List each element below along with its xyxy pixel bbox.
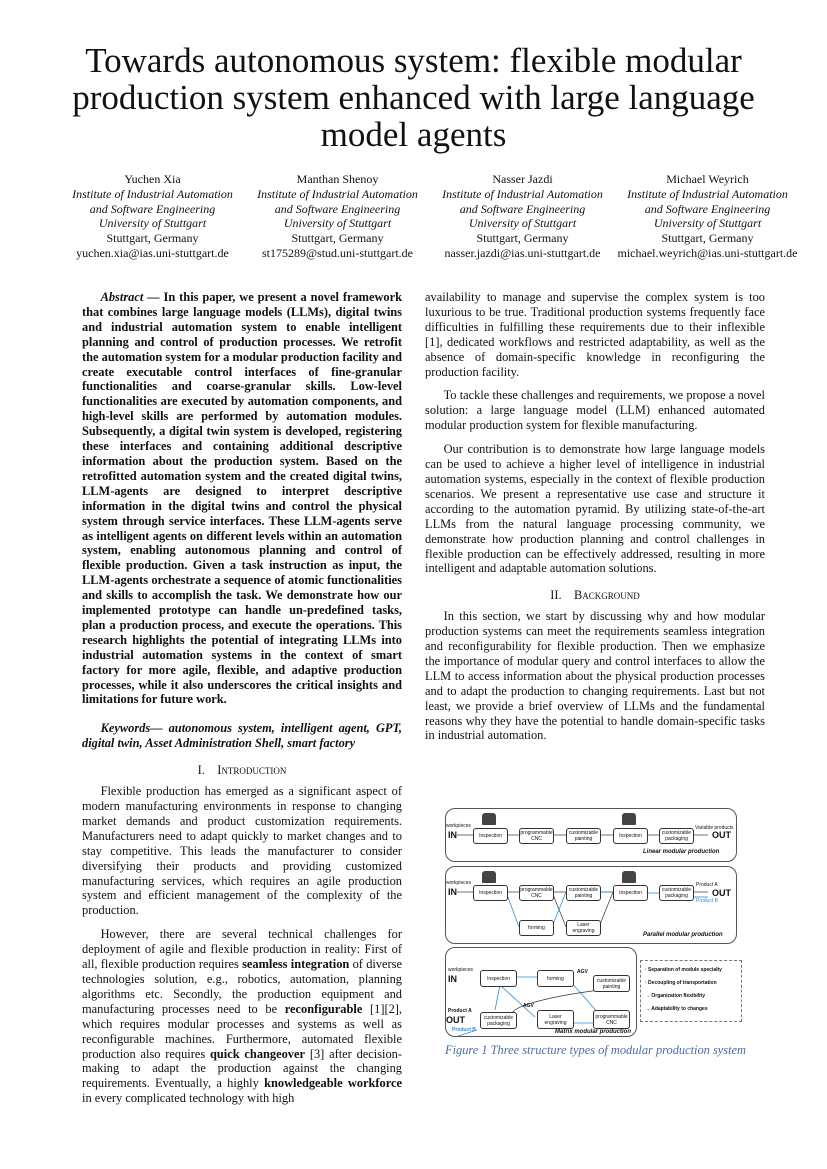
parallel-label: Parallel modular production [643,932,723,938]
keywords [82,721,402,751]
linear-label: Linear modular production [643,849,720,855]
laser-box: Laser engraving [566,920,601,936]
inspection-box: Inspection [613,885,648,901]
note: → Organization flexibility [645,993,706,999]
figure-caption: Figure 1 Three structure types of modular production system [445,1043,747,1057]
affiliation: University of Stuttgart [653,216,762,231]
section-title: Background [573,588,640,603]
affiliation: University of Stuttgart [468,216,577,231]
paragraph: Flexible production has emerged as a significant aspect of modern manufacturing environments in response to changing market demands and product customization requirements. Manufacturers need to adapt quickly to market changes and to stay competitive. This leads the manufacturer to consider diversifying their products and providing customized manufacturing services, which requires an agile production system and efficient management of the complexity of the production. [82,784,402,918]
affiliation: and Software Engineering [89,201,216,216]
inspection-box: Inspection [613,828,648,844]
cnc-box: programmable CNC [520,830,553,842]
affiliation: University of Stuttgart [283,216,392,231]
location: Stuttgart, Germany [106,231,199,246]
forming-box: forming [519,920,554,936]
cnc-box: programmable CNC [593,1010,630,1029]
affiliation: Institute of Industrial Automation [627,186,788,201]
paragraph: To tackle these challenges and requirements, we propose a novel solution: a large language model (LLM) enhanced automated modular production system for flexible manufacturing. [425,388,765,433]
author [615,172,800,261]
text: [1][2], which requires modular processes and systems as well as reconfigurable machines. Furthermore, automated flexible production also requires [82,1001,402,1061]
affiliation: Institute of Industrial Automation [72,186,233,201]
author-list [60,172,800,261]
section-heading [82,763,402,778]
left-column [82,290,402,1115]
inspection-box: Inspection [473,828,508,844]
section-heading [425,588,765,603]
in-label: IN [448,887,457,897]
author-name: Yuchen Xia [124,172,181,186]
section-number: I. [197,763,205,778]
paragraph: Our contribution is to demonstrate how large language models can be used to achieve a higher level of intelligence in industrial automation systems, especially in the context of flexible production scenarios. We present a representative use case and structure it according to the automation pyramid. By utilizing state-of-the-art LLMs from the natural language processing community, we demonstrate how production planning and control challenges in flexible production can be effectively addressed, resulting in more intelligent and adaptable automation solutions. [425,442,765,576]
emphasis: knowledgeable workforce [264,1076,402,1091]
agv-label: AGV [523,1003,534,1009]
out-label: OUT [446,1015,465,1025]
product-b-label: Product B [452,1027,476,1033]
affiliation: Institute of Industrial Automation [442,186,603,201]
emphasis: reconfigurable [284,1001,363,1016]
right-column [425,290,765,752]
affiliation: University of Stuttgart [98,216,207,231]
matrix-label: Matrix modular production [555,1029,632,1035]
inspection-box: Inspection [480,970,517,987]
keywords-label: Keywords— [100,721,163,736]
author-name: Nasser Jazdi [492,172,553,186]
email: nasser.jazdi@ias.uni-stuttgart.de [444,245,601,260]
workpieces-label: workpieces [446,823,472,829]
out-label: OUT [712,888,731,898]
paragraph [82,927,402,1106]
email: michael.weyrich@ias.uni-stuttgart.de [617,245,798,260]
abstract-label: Abstract — [100,290,160,304]
product-a-label: Product A [448,1008,472,1014]
location: Stuttgart, Germany [291,231,384,246]
agv-label: AGV [577,969,588,975]
abstract-text: In this paper, we present a novel framework that combines large language models (LLMs), digital twins and industrial automation system to enable intelligent planning and control of production processes. We retrofit the automation system for a modular production facility and create executable control interfaces of fine-granular functionalities and coarse-granular skills. Low-level functionalities are executed by automation components, and high-level skills are performed by automation modules. Subsequently, a digital twin system is developed, registering these interfaces and containing additional descriptive information about the production system. Based on the retrofitted automation system and the created digital twins, LLM-agents are designed to interpret descriptive information in the digital twins and control the physical system through service interfaces. These LLM-agents serve as intelligent agents on different levels within an automation system, enabling autonomous planning and control of flexible production. Given a task instruction as input, the LLM-agents orchestrate a sequence of atomic functionalities and skills to accomplish the task. We demonstrate how our implemented prototype can handle un-predefined tasks, plan a production process, and execute the operations. This research highlights the potential of integrating LLMs into industrial automation systems in the context of smart factory for more agile, flexible, and adaptive production processes, while it also underscores the critical insights and limitations for future work. [82,290,403,707]
text: [3] after decision-making to adapt the production against the changing requirements. Eventually, a highly [82,1046,403,1091]
laser-box: Laser engraving [537,1010,574,1029]
affiliation: and Software Engineering [274,201,401,216]
in-label: IN [448,830,457,840]
paragraph: availability to manage and supervise the complex system is too luxurious to be true. Traditional production systems frequently face difficulties in fulfilling these requirements due to their inflexible [1], dedicated workflows and restricted adaptability, as well as the absence of domain-specific knowledge in reconfiguring the production facility. [425,290,765,379]
notes-box [640,960,742,1022]
robot-icon [482,871,496,883]
note: · Separation of module specialty [645,967,722,973]
author [245,172,430,261]
robot-icon [482,813,496,825]
location: Stuttgart, Germany [661,231,754,246]
abstract [82,290,402,707]
emphasis: seamless integration [242,957,350,972]
painting-box: customizable painting [593,975,630,992]
text: in every complicated technology with high [82,1091,295,1106]
workpieces-label: workpieces [448,967,474,973]
section-number: II. [550,588,562,603]
packaging-box: customizable packaging [480,1012,517,1029]
robot-icon [622,813,636,825]
emphasis: quick changeover [210,1046,305,1061]
section-title: Introduction [217,763,287,778]
packaging-box: customizable packaging [659,828,694,844]
painting-box: customizable painting [566,828,601,844]
note: → Adaptability to changes [645,1006,708,1012]
note: · Decoupling of transportation [645,980,717,986]
affiliation: and Software Engineering [644,201,771,216]
author [430,172,615,261]
affiliation: and Software Engineering [459,201,586,216]
email: yuchen.xia@ias.uni-stuttgart.de [76,245,229,260]
paragraph: In this section, we start by discussing why and how modular production systems can meet the requirements seamless integration and reconfigurability for flexible production. Then we emphasize the importance of modular query and control interfaces to allow the LLM to access information about the physical production processes and to adapt the production to changing requirements. Last but not least, we provide a brief overview of LLMs and the fundamental reasons why they have the potential to handle domain-specific tasks in industrial automation. [425,609,765,743]
painting-box: customizable painting [566,885,601,901]
location: Stuttgart, Germany [476,231,569,246]
cnc-box: programmable CNC [520,887,553,899]
out-label: OUT [712,830,731,840]
inspection-box: Inspection [473,885,508,901]
text: of diverse technologies solution, e.g., robotics, automation, planning algorithms etc. Secondly, the production equipment and manufacturing processes need to be [82,957,402,1016]
product-a-label: Product A [696,882,718,888]
affiliation: Institute of Industrial Automation [257,186,418,201]
packaging-box: customizable packaging [659,885,694,901]
forming-box: forming [537,970,574,987]
author-name: Manthan Shenoy [296,172,379,186]
keywords-text: autonomous system, intelligent agent, GPT, digital twin, Asset Administration Shell, smart factory [82,721,402,751]
paper-title: Towards autonomous system: flexible modular production system enhanced with large language model agents [72,41,755,154]
email: st175289@stud.uni-stuttgart.de [261,245,414,260]
author-name: Michael Weyrich [666,172,749,186]
variable-products-label: Variable products [695,825,734,831]
author [60,172,245,261]
text: However, there are several technical challenges for deployment of agile and flexible production in reality: First of all, flexible production requires [82,927,402,972]
robot-icon [622,871,636,883]
product-b-label: Product B [696,898,718,904]
figure-modular-production [440,805,770,1045]
workpieces-label: workpieces [446,880,472,886]
in-label: IN [448,974,457,984]
